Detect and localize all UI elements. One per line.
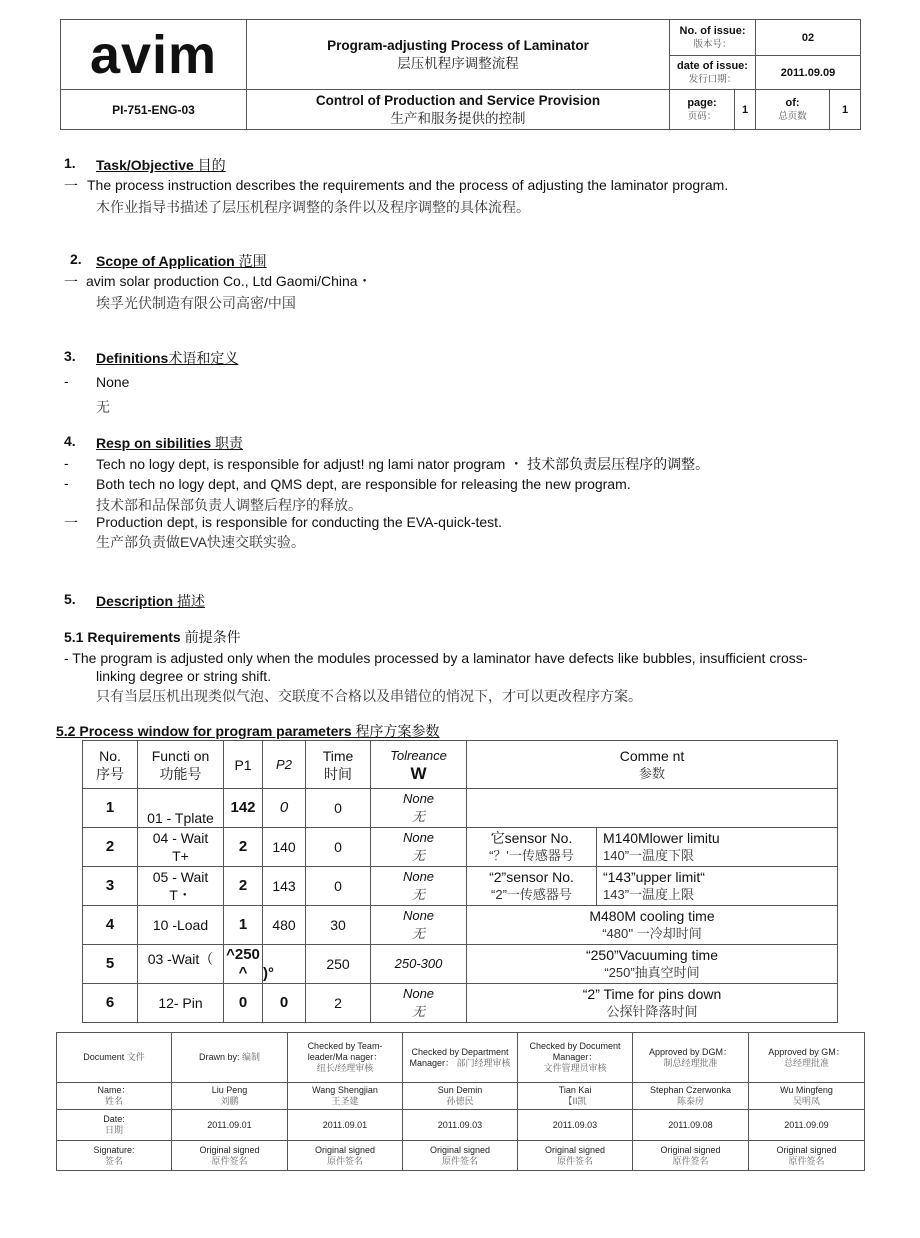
approval-cell: Name： 姓名 xyxy=(57,1083,172,1110)
approval-date-row xyxy=(57,1110,865,1141)
approval-cell: Original signed 原件签名 xyxy=(633,1141,749,1171)
approval-cell: Stephan Czerwonka 陈泰房 xyxy=(633,1083,749,1110)
approval-cell: Approved by GM： 总经理批准 xyxy=(749,1033,865,1083)
approval-cell: Original signed 原件签名 xyxy=(288,1141,403,1171)
section-number: 1. xyxy=(64,155,76,171)
col-header-p1: P1 xyxy=(224,741,263,789)
cell-p2: 480 xyxy=(263,906,306,945)
paragraph: None xyxy=(96,374,130,390)
approval-cell: Original signed 原件签名 xyxy=(749,1141,865,1171)
bullet: - xyxy=(64,373,69,389)
cell-p1: 2 xyxy=(224,867,263,906)
cell-tolerance: None 无 xyxy=(371,828,467,867)
bullet: 一 xyxy=(64,178,78,194)
bullet: - xyxy=(64,475,69,491)
col-header-no: No. 序号 xyxy=(83,741,138,789)
table-header-row xyxy=(83,741,838,789)
approval-cell: Sun Demin 孙徳民 xyxy=(403,1083,518,1110)
section-title: Description 描述 xyxy=(96,593,205,609)
cell-comment: “2” Time for pins down 公探针降落时间 xyxy=(467,984,838,1023)
approval-cell: Wang Shengjian 王圣建 xyxy=(288,1083,403,1110)
approval-cell: Wu Mingfeng 吴明凤 xyxy=(749,1083,865,1110)
approval-cell: Signature: 签名 xyxy=(57,1141,172,1171)
cell-no: 5 xyxy=(83,945,138,984)
section-title: Scope of Application 范围 xyxy=(96,253,267,269)
document-title: Program-adjusting Process of Laminator 层压机程序调整流程 xyxy=(247,20,670,90)
paragraph-cn: 只有当层压机出现类似气泡、交联度不合格以及串错位的悄况下，才可以更改程序方案。 xyxy=(96,688,642,704)
cell-p1: 142 xyxy=(224,789,263,828)
cell-p2: 0 xyxy=(263,984,306,1023)
table-row xyxy=(83,906,838,945)
section-number: 4. xyxy=(64,433,76,449)
list-item-cn: 技术部和品保部负责人调整后程序的释放。 xyxy=(96,497,362,513)
approval-cell: 2011.09.01 xyxy=(288,1110,403,1141)
cell-time: 250 xyxy=(306,945,371,984)
section-title: Task/Objective 目的 xyxy=(96,157,226,173)
cell-no: 2 xyxy=(83,828,138,867)
list-item: Production dept, is responsible for conducting the EVA-quick-test. xyxy=(96,514,502,530)
cell-p1: ^250 ^ xyxy=(224,945,263,984)
document-code: PI-751-ENG-03 xyxy=(61,90,247,130)
col-header-comment: Comme nt 参数 xyxy=(467,741,838,789)
paragraph: The process instruction describes the requirements and the process of adjusting the laminator program. xyxy=(87,177,729,193)
section-title: Definitions术语和定义 xyxy=(96,350,239,366)
page-value: 1 xyxy=(735,90,756,130)
of-value: 1 xyxy=(830,90,861,130)
approval-cell: Date: 日期 xyxy=(57,1110,172,1141)
approval-cell: Document 文件 xyxy=(57,1033,172,1083)
cell-comment: M480M cooling time “480'' 一冷却时间 xyxy=(467,906,838,945)
list-item: Tech no logy dept, is responsible for adjust! ng lami nator program ・ 技术部负责层压程序的调整。 xyxy=(96,456,710,472)
cell-p2: 0 xyxy=(263,789,306,828)
list-item: Both tech no logy dept, and QMS dept, are responsible for releasing the new program. xyxy=(96,476,631,492)
cell-function: 03 -Wait（ xyxy=(138,945,224,984)
cell-tolerance: None 无 xyxy=(371,984,467,1023)
document-header xyxy=(60,19,861,130)
issue-value: 02 xyxy=(756,20,861,56)
col-header-function: Functi on 功能号 xyxy=(138,741,224,789)
date-label: date of issue: 发行口期： xyxy=(670,56,756,90)
table-row xyxy=(83,828,838,867)
date-value: 2011.09.09 xyxy=(756,56,861,90)
paragraph: avim solar production Co., Ltd Gaomi/China・ xyxy=(86,273,372,289)
approval-cell: Checked by Team-leader/Ma nager： 纽长/经理审核 xyxy=(288,1033,403,1083)
approval-cell: Approved by DGM： 制总经理批准 xyxy=(633,1033,749,1083)
approval-cell: 2011.09.08 xyxy=(633,1110,749,1141)
table-row xyxy=(83,984,838,1023)
approval-cell: Original signed 原件签名 xyxy=(403,1141,518,1171)
cell-comment-sensor: 它sensor No. “？'一传感器号 xyxy=(467,828,597,867)
paragraph: linking degree or string shift. xyxy=(96,668,272,684)
cell-function: 10 -Load xyxy=(138,906,224,945)
cell-tolerance: None 无 xyxy=(371,867,467,906)
page-label: page: 页码： xyxy=(670,90,735,130)
cell-time: 0 xyxy=(306,867,371,906)
cell-function: 01 - Tplate xyxy=(138,789,224,828)
cell-comment-sensor: “2”sensor No. “2”一传感器号 xyxy=(467,867,597,906)
cell-comment-limit: “143”upper limit“ 143”一温度上限 xyxy=(597,867,838,906)
cell-p1: 0 xyxy=(224,984,263,1023)
cell-time: 0 xyxy=(306,789,371,828)
subsection-title: 5.1 Requirements 前提条件 xyxy=(64,629,241,645)
section-title: Resp on sibilities 职责 xyxy=(96,435,244,451)
cell-no: 4 xyxy=(83,906,138,945)
list-item-cn: 生产部负责做EVA快速交联实验。 xyxy=(96,534,305,550)
approval-cell: Liu Peng 刘鹏 xyxy=(172,1083,288,1110)
of-label: of: 总页数 xyxy=(756,90,830,130)
cell-comment-limit: M140Mlower limitu 140”一温度下限 xyxy=(597,828,838,867)
table-row xyxy=(83,867,838,906)
document-subtitle: Control of Production and Service Provision 生产和服务提供的控制 xyxy=(247,90,670,130)
section-number: 3. xyxy=(64,348,76,364)
table-row xyxy=(83,789,838,828)
approval-cell: 2011.09.03 xyxy=(518,1110,633,1141)
section-number: 5. xyxy=(64,591,76,607)
cell-comment xyxy=(467,789,838,828)
cell-tolerance: None 无 xyxy=(371,789,467,828)
cell-no: 6 xyxy=(83,984,138,1023)
cell-comment: “250”Vacuuming time “250”抽真空时间 xyxy=(467,945,838,984)
cell-function: 04 - Wait T+ xyxy=(138,828,224,867)
cell-no: 3 xyxy=(83,867,138,906)
section-number: 2. xyxy=(70,251,82,267)
approval-cell: Tian Kai 【II凯 xyxy=(518,1083,633,1110)
company-logo: avim xyxy=(61,20,247,90)
table-row xyxy=(83,945,838,984)
approval-cell: 2011.09.01 xyxy=(172,1110,288,1141)
cell-no: 1 xyxy=(83,789,138,828)
paragraph-cn: 无 xyxy=(96,399,110,415)
paragraph-cn: 埃孚光伏制造有限公司高密/中国 xyxy=(96,295,296,311)
cell-time: 2 xyxy=(306,984,371,1023)
approval-table xyxy=(56,1032,865,1171)
approval-header-row xyxy=(57,1033,865,1083)
paragraph: - The program is adjusted only when the modules processed by a laminator have defects like bubbles, insufficient cross- xyxy=(64,650,808,666)
cell-p1: 1 xyxy=(224,906,263,945)
approval-cell: Checked by Document Manager： 文件管理员审核 xyxy=(518,1033,633,1083)
approval-cell: Original signed 原件签名 xyxy=(518,1141,633,1171)
paragraph-cn: 木作业指导书描述了层压机程序调整的条件以及程序调整的具体流程。 xyxy=(96,199,530,215)
approval-cell: 2011.09.09 xyxy=(749,1110,865,1141)
cell-time: 0 xyxy=(306,828,371,867)
bullet: 一 xyxy=(64,515,78,531)
cell-time: 30 xyxy=(306,906,371,945)
approval-cell: Original signed 原件签名 xyxy=(172,1141,288,1171)
cell-p1: 2 xyxy=(224,828,263,867)
parameter-table xyxy=(82,740,838,1023)
issue-label: No. of issue: 版本号： xyxy=(670,20,756,56)
cell-function: 05 - Wait T・ xyxy=(138,867,224,906)
cell-tolerance: None 无 xyxy=(371,906,467,945)
bullet: - xyxy=(64,455,69,471)
cell-tolerance: 250-300 xyxy=(371,945,467,984)
col-header-time: Time 时间 xyxy=(306,741,371,789)
cell-p2: 140 xyxy=(263,828,306,867)
approval-cell: Drawn by: 编制 xyxy=(172,1033,288,1083)
approval-cell: Checked by Department Manager： 部门经理审核 xyxy=(403,1033,518,1083)
approval-name-row xyxy=(57,1083,865,1110)
bullet: 一 xyxy=(64,274,78,290)
col-header-p2: P2 xyxy=(263,741,306,789)
cell-p2: 143 xyxy=(263,867,306,906)
approval-signature-row xyxy=(57,1141,865,1171)
cell-p2: )° xyxy=(263,945,306,984)
approval-cell: 2011.09.03 xyxy=(403,1110,518,1141)
cell-function: 12- Pin xyxy=(138,984,224,1023)
col-header-tolerance: Tolreance W xyxy=(371,741,467,789)
subsection-title: 5.2 Process window for program parameters 程序方案参数 xyxy=(56,723,440,739)
